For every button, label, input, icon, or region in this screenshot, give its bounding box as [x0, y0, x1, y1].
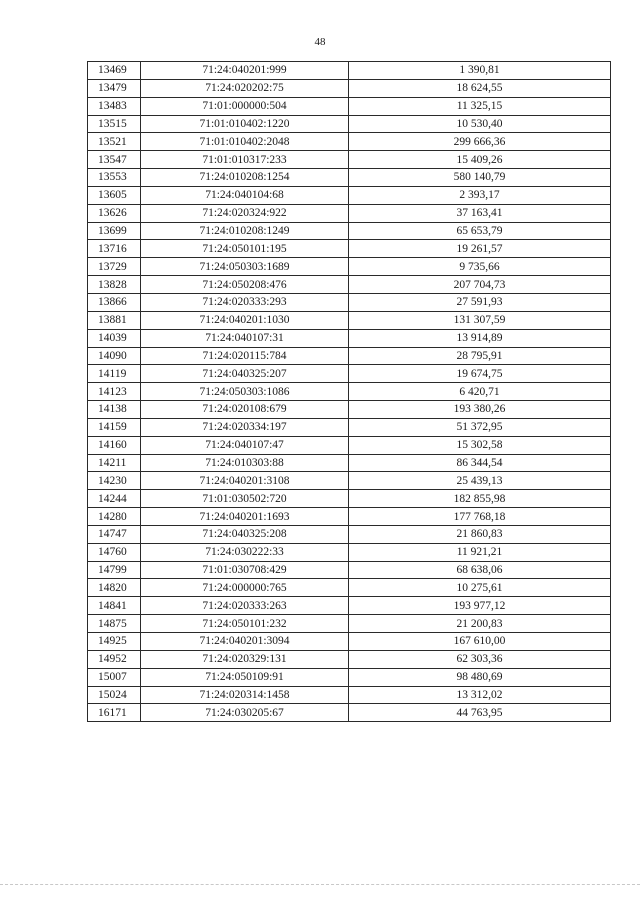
table-row	[88, 79, 611, 97]
cadastral-number-cell: 71:24:000000:765	[141, 579, 349, 597]
value-cell: 51 372,95	[349, 418, 611, 436]
row-number-cell: 13866	[88, 293, 141, 311]
table-row	[88, 62, 611, 80]
value-cell: 177 768,18	[349, 508, 611, 526]
value-cell: 15 302,58	[349, 436, 611, 454]
row-number-cell: 14820	[88, 579, 141, 597]
row-number-cell: 14159	[88, 418, 141, 436]
value-cell: 193 380,26	[349, 401, 611, 419]
table-row	[88, 240, 611, 258]
cadastral-number-cell: 71:24:050303:1689	[141, 258, 349, 276]
cadastral-number-cell: 71:01:010402:1220	[141, 115, 349, 133]
cadastral-number-cell: 71:01:030708:429	[141, 561, 349, 579]
value-cell: 2 393,17	[349, 186, 611, 204]
table-row	[88, 258, 611, 276]
value-cell: 10 530,40	[349, 115, 611, 133]
row-number-cell: 14211	[88, 454, 141, 472]
value-cell: 193 977,12	[349, 597, 611, 615]
table-row	[88, 597, 611, 615]
row-number-cell: 14138	[88, 401, 141, 419]
table-row	[88, 704, 611, 722]
row-number-cell: 13881	[88, 311, 141, 329]
cadastral-number-cell: 71:24:040325:207	[141, 365, 349, 383]
table-row	[88, 365, 611, 383]
cadastral-number-cell: 71:24:020334:197	[141, 418, 349, 436]
row-number-cell: 15024	[88, 686, 141, 704]
value-cell: 207 704,73	[349, 276, 611, 294]
table-row	[88, 543, 611, 561]
value-cell: 13 312,02	[349, 686, 611, 704]
cadastral-number-cell: 71:24:040104:68	[141, 186, 349, 204]
row-number-cell: 15007	[88, 668, 141, 686]
cadastral-number-cell: 71:24:020333:293	[141, 293, 349, 311]
cadastral-number-cell: 71:24:020333:263	[141, 597, 349, 615]
cadastral-number-cell: 71:24:020108:679	[141, 401, 349, 419]
cadastral-number-cell: 71:24:050208:476	[141, 276, 349, 294]
value-cell: 44 763,95	[349, 704, 611, 722]
value-cell: 131 307,59	[349, 311, 611, 329]
table-row	[88, 186, 611, 204]
row-number-cell: 13483	[88, 97, 141, 115]
value-cell: 37 163,41	[349, 204, 611, 222]
table-row	[88, 418, 611, 436]
value-cell: 15 409,26	[349, 151, 611, 169]
row-number-cell: 14160	[88, 436, 141, 454]
cadastral-number-cell: 71:24:020314:1458	[141, 686, 349, 704]
cadastral-number-cell: 71:24:050101:232	[141, 615, 349, 633]
row-number-cell: 14799	[88, 561, 141, 579]
row-number-cell: 13547	[88, 151, 141, 169]
value-cell: 299 666,36	[349, 133, 611, 151]
cadastral-number-cell: 71:24:050101:195	[141, 240, 349, 258]
value-cell: 167 610,00	[349, 633, 611, 651]
cadastral-number-cell: 71:24:040107:31	[141, 329, 349, 347]
table-row	[88, 472, 611, 490]
table-row	[88, 222, 611, 240]
cadastral-number-cell: 71:24:010208:1254	[141, 169, 349, 187]
value-cell: 62 303,36	[349, 650, 611, 668]
cadastral-number-cell: 71:24:020202:75	[141, 79, 349, 97]
registry-table-body	[88, 62, 611, 722]
table-row	[88, 579, 611, 597]
table-row	[88, 329, 611, 347]
row-number-cell: 14875	[88, 615, 141, 633]
cadastral-number-cell: 71:01:010402:2048	[141, 133, 349, 151]
row-number-cell: 13605	[88, 186, 141, 204]
row-number-cell: 13828	[88, 276, 141, 294]
value-cell: 27 591,93	[349, 293, 611, 311]
cadastral-number-cell: 71:24:040325:208	[141, 525, 349, 543]
value-cell: 580 140,79	[349, 169, 611, 187]
table-row	[88, 525, 611, 543]
cadastral-number-cell: 71:01:010317:233	[141, 151, 349, 169]
value-cell: 68 638,06	[349, 561, 611, 579]
table-row	[88, 615, 611, 633]
value-cell: 1 390,81	[349, 62, 611, 80]
value-cell: 182 855,98	[349, 490, 611, 508]
row-number-cell: 14925	[88, 633, 141, 651]
value-cell: 21 860,83	[349, 525, 611, 543]
cadastral-number-cell: 71:24:040107:47	[141, 436, 349, 454]
table-row	[88, 633, 611, 651]
table-row	[88, 401, 611, 419]
row-number-cell: 14280	[88, 508, 141, 526]
value-cell: 13 914,89	[349, 329, 611, 347]
value-cell: 98 480,69	[349, 668, 611, 686]
row-number-cell: 14952	[88, 650, 141, 668]
table-row	[88, 97, 611, 115]
cadastral-number-cell: 71:24:030205:67	[141, 704, 349, 722]
row-number-cell: 14090	[88, 347, 141, 365]
row-number-cell: 13469	[88, 62, 141, 80]
value-cell: 21 200,83	[349, 615, 611, 633]
value-cell: 25 439,13	[349, 472, 611, 490]
value-cell: 18 624,55	[349, 79, 611, 97]
row-number-cell: 13729	[88, 258, 141, 276]
row-number-cell: 14039	[88, 329, 141, 347]
page-number: 48	[314, 36, 326, 48]
row-number-cell: 13479	[88, 79, 141, 97]
cadastral-number-cell: 71:24:040201:3094	[141, 633, 349, 651]
table-row	[88, 133, 611, 151]
row-number-cell: 14123	[88, 383, 141, 401]
cadastral-number-cell: 71:24:020324:922	[141, 204, 349, 222]
value-cell: 11 921,21	[349, 543, 611, 561]
table-row	[88, 686, 611, 704]
row-number-cell: 14230	[88, 472, 141, 490]
row-number-cell: 13626	[88, 204, 141, 222]
cadastral-number-cell: 71:24:050303:1086	[141, 383, 349, 401]
table-row	[88, 204, 611, 222]
value-cell: 28 795,91	[349, 347, 611, 365]
cadastral-number-cell: 71:24:040201:1693	[141, 508, 349, 526]
value-cell: 65 653,79	[349, 222, 611, 240]
row-number-cell: 13553	[88, 169, 141, 187]
row-number-cell: 14747	[88, 525, 141, 543]
row-number-cell: 14760	[88, 543, 141, 561]
value-cell: 86 344,54	[349, 454, 611, 472]
table-row	[88, 508, 611, 526]
table-row	[88, 454, 611, 472]
cadastral-number-cell: 71:24:040201:1030	[141, 311, 349, 329]
table-row	[88, 383, 611, 401]
table-row	[88, 115, 611, 133]
row-number-cell: 14244	[88, 490, 141, 508]
row-number-cell: 13515	[88, 115, 141, 133]
row-number-cell: 13699	[88, 222, 141, 240]
cadastral-number-cell: 71:24:020329:131	[141, 650, 349, 668]
table-row	[88, 436, 611, 454]
value-cell: 11 325,15	[349, 97, 611, 115]
table-row	[88, 276, 611, 294]
cadastral-number-cell: 71:24:030222:33	[141, 543, 349, 561]
table-row	[88, 347, 611, 365]
value-cell: 6 420,71	[349, 383, 611, 401]
table-row	[88, 561, 611, 579]
cadastral-number-cell: 71:01:000000:504	[141, 97, 349, 115]
cadastral-number-cell: 71:24:050109:91	[141, 668, 349, 686]
cadastral-number-cell: 71:24:040201:999	[141, 62, 349, 80]
value-cell: 19 674,75	[349, 365, 611, 383]
row-number-cell: 13521	[88, 133, 141, 151]
row-number-cell: 14841	[88, 597, 141, 615]
cadastral-number-cell: 71:24:040201:3108	[141, 472, 349, 490]
page-footer-line	[0, 884, 640, 886]
table-row	[88, 490, 611, 508]
row-number-cell: 16171	[88, 704, 141, 722]
cadastral-number-cell: 71:01:030502:720	[141, 490, 349, 508]
row-number-cell: 13716	[88, 240, 141, 258]
table-row	[88, 293, 611, 311]
value-cell: 10 275,61	[349, 579, 611, 597]
table-row	[88, 151, 611, 169]
row-number-cell: 14119	[88, 365, 141, 383]
value-cell: 19 261,57	[349, 240, 611, 258]
table-row	[88, 169, 611, 187]
value-cell: 9 735,66	[349, 258, 611, 276]
table-row	[88, 650, 611, 668]
cadastral-number-cell: 71:24:020115:784	[141, 347, 349, 365]
cadastral-number-cell: 71:24:010303:88	[141, 454, 349, 472]
table-row	[88, 311, 611, 329]
table-row	[88, 668, 611, 686]
cadastral-number-cell: 71:24:010208:1249	[141, 222, 349, 240]
registry-table	[87, 61, 611, 722]
